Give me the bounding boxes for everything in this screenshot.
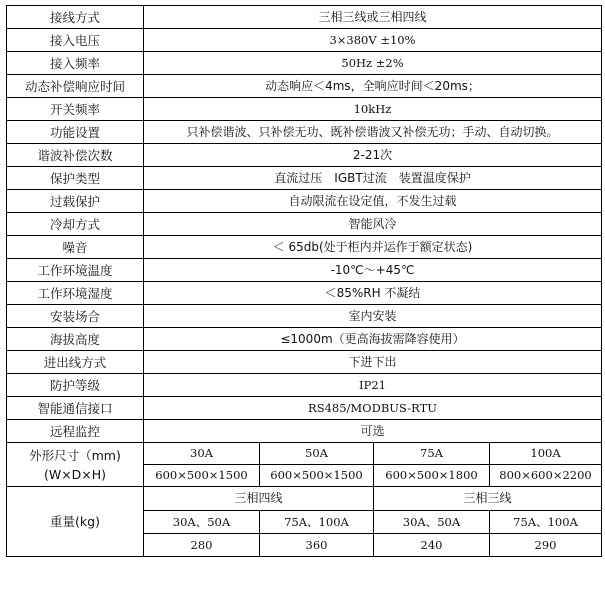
spec-value-altitude: ≤1000m（更高海拔需降容使用）: [144, 328, 602, 351]
dimensions-label: [7, 443, 144, 487]
weight-rating-3w-low: 30A、50A: [374, 511, 490, 534]
spec-row-harmonic-orders: [7, 144, 602, 167]
spec-row-cabling: [7, 351, 602, 374]
spec-label-voltage: 接入电压: [7, 29, 144, 52]
spec-row-protection: [7, 167, 602, 190]
spec-label-cabling: 进出线方式: [7, 351, 144, 374]
weight-group-four-wire: 三相四线: [144, 487, 374, 511]
spec-row-ip-rating: [7, 374, 602, 397]
spec-label-cooling: 冷却方式: [7, 213, 144, 236]
spec-label-humidity: 工作环境湿度: [7, 282, 144, 305]
spec-label-function: 功能设置: [7, 121, 144, 144]
spec-value-frequency: 50Hz ±2%: [144, 52, 602, 75]
spec-value-protection: 直流过压 IGBT过流 装置温度保护: [144, 167, 602, 190]
dimensions-label-line2: (W×D×H): [43, 466, 107, 482]
spec-value-temperature: -10℃～+45℃: [144, 259, 602, 282]
spec-label-switching-frequency: 开关频率: [7, 98, 144, 121]
spec-value-voltage: 3×380V ±10%: [144, 29, 602, 52]
spec-label-altitude: 海拔高度: [7, 328, 144, 351]
spec-label-comm-interface: 智能通信接口: [7, 397, 144, 420]
spec-row-voltage: [7, 29, 602, 52]
spec-row-wiring: [7, 6, 602, 29]
weight-group-row: [7, 487, 602, 511]
dimensions-size-30a: 600×500×1500: [144, 465, 260, 487]
spec-row-remote-monitoring: [7, 420, 602, 443]
spec-label-installation: 安装场合: [7, 305, 144, 328]
spec-label-harmonic-orders: 谐波补偿次数: [7, 144, 144, 167]
dimensions-size-75a: 600×500×1800: [374, 465, 490, 487]
spec-row-noise: [7, 236, 602, 259]
spec-value-noise: ＜ 65db(处于柜内并运作于额定状态): [144, 236, 602, 259]
spec-value-cooling: 智能风冷: [144, 213, 602, 236]
spec-value-switching-frequency: 10kHz: [144, 98, 602, 121]
weight-value-4w-high: 360: [260, 534, 374, 557]
dimensions-current-30a: 30A: [144, 443, 260, 465]
spec-label-protection: 保护类型: [7, 167, 144, 190]
spec-value-response-time: 动态响应＜4ms，全响应时间＜20ms；: [144, 75, 602, 98]
weight-value-3w-low: 240: [374, 534, 490, 557]
spec-label-wiring: 接线方式: [7, 6, 144, 29]
spec-row-switching-frequency: [7, 98, 602, 121]
spec-value-ip-rating: IP21: [144, 374, 602, 397]
spec-value-cabling: 下进下出: [144, 351, 602, 374]
spec-value-function: 只补偿谐波、只补偿无功、既补偿谐波又补偿无功；手动、自动切换。: [144, 121, 602, 144]
spec-row-comm-interface: [7, 397, 602, 420]
dimensions-size-50a: 600×500×1500: [260, 465, 374, 487]
spec-row-temperature: [7, 259, 602, 282]
spec-label-temperature: 工作环境温度: [7, 259, 144, 282]
spec-value-overload: 自动限流在设定值，不发生过载: [144, 190, 602, 213]
weight-value-4w-low: 280: [144, 534, 260, 557]
dimensions-current-50a: 50A: [260, 443, 374, 465]
dimensions-current-75a: 75A: [374, 443, 490, 465]
spec-label-ip-rating: 防护等级: [7, 374, 144, 397]
dimensions-label-line1: 外形尺寸（mm): [29, 447, 121, 463]
dimensions-current-row: [7, 443, 602, 465]
weight-rating-3w-high: 75A、100A: [490, 511, 602, 534]
weight-rating-4w-low: 30A、50A: [144, 511, 260, 534]
spec-row-installation: [7, 305, 602, 328]
dimensions-current-100a: 100A: [490, 443, 602, 465]
spec-row-altitude: [7, 328, 602, 351]
spec-row-response-time: [7, 75, 602, 98]
spec-label-frequency: 接入频率: [7, 52, 144, 75]
spec-label-noise: 噪音: [7, 236, 144, 259]
dimensions-size-100a: 800×600×2200: [490, 465, 602, 487]
spec-value-remote-monitoring: 可选: [144, 420, 602, 443]
spec-label-remote-monitoring: 远程监控: [7, 420, 144, 443]
spec-value-installation: 室内安装: [144, 305, 602, 328]
spec-value-harmonic-orders: 2-21次: [144, 144, 602, 167]
weight-group-three-wire: 三相三线: [374, 487, 602, 511]
spec-row-humidity: [7, 282, 602, 305]
spec-row-overload: [7, 190, 602, 213]
spec-row-cooling: [7, 213, 602, 236]
spec-label-response-time: 动态补偿响应时间: [7, 75, 144, 98]
spec-row-function: [7, 121, 602, 144]
spec-value-comm-interface: RS485/MODBUS-RTU: [144, 397, 602, 420]
spec-row-frequency: [7, 52, 602, 75]
spec-value-humidity: ＜85%RH 不凝结: [144, 282, 602, 305]
weight-rating-4w-high: 75A、100A: [260, 511, 374, 534]
spec-value-wiring: 三相三线或三相四线: [144, 6, 602, 29]
weight-value-3w-high: 290: [490, 534, 602, 557]
specification-table: [6, 5, 602, 557]
weight-label: 重量(kg): [7, 487, 144, 557]
spec-label-overload: 过载保护: [7, 190, 144, 213]
